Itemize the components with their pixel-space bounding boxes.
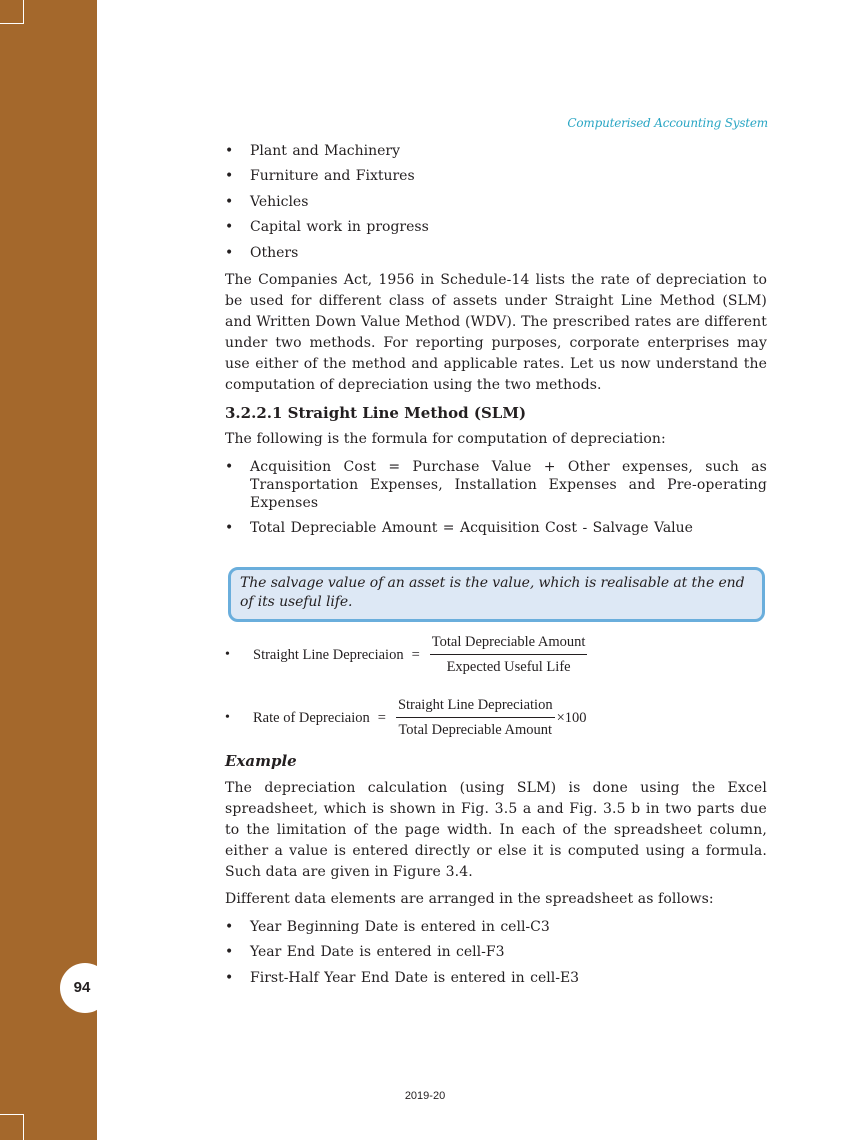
list-item: • Year End Date is entered in cell-F3 (225, 944, 505, 961)
asset-class-list (225, 142, 767, 262)
bullet-icon: • (225, 168, 234, 185)
numerator: Total Depreciable Amount (430, 634, 588, 655)
section-heading: 3.2.2.1 Straight Line Method (SLM) (225, 403, 527, 422)
fraction (396, 697, 555, 739)
crop-mark-bottom (0, 1114, 24, 1141)
denominator: Total Depreciable Amount (398, 722, 553, 738)
numerator: Straight Line Depreciation (396, 697, 555, 718)
example-heading: Example (225, 752, 297, 770)
crop-mark-top (0, 0, 24, 24)
bullet-icon: • (225, 919, 234, 935)
list-item: • Total Depreciable Amount = Acquisition Cost - Salvage Value (225, 519, 693, 536)
example-section (225, 751, 767, 994)
bullet-icon: • (225, 219, 234, 236)
list-item: • Plant and Machinery (225, 143, 401, 159)
bullet-icon: • (225, 969, 234, 986)
bullet-icon: • (225, 244, 234, 261)
bullet-icon: • (225, 458, 234, 475)
intro-paragraph: The Companies Act, 1956 in Schedule-14 lists the rate of depreciation to be used for different class of assets under Straight Line Method (SLM) and Written Down Value Method (WDV). The prescribed rates are different under two methods. For reporting purposes, corporate enterprises may use either of the method and applicable rates. Let us now understand the computation of depreciation using the two methods. (225, 271, 767, 393)
bullet-icon: • (225, 710, 230, 725)
multiplier: ×100 (556, 709, 587, 726)
equals-sign: = (377, 709, 386, 726)
list-item: • Capital work in progress (225, 219, 429, 236)
equals-sign: = (411, 646, 420, 663)
arrangement-intro: Different data elements are arranged in the spreadsheet as follows: (225, 891, 714, 907)
bullet-icon: • (225, 193, 234, 210)
denominator: Expected Useful Life (446, 659, 571, 675)
formula-list (225, 458, 767, 537)
list-item: • Acquisition Cost = Purchase Value + Other expenses, such as Transportation Expenses, Installation Expenses and Pre-operating Expenses (225, 458, 767, 511)
straight-line-formula (225, 634, 589, 676)
list-item: • Furniture and Fixtures (225, 168, 415, 185)
formula-lhs: Rate of Depreciaion (253, 709, 370, 726)
cell-list (225, 918, 767, 987)
fraction (430, 634, 588, 676)
running-head: Computerised Accounting System (567, 116, 768, 130)
list-item: • First-Half Year End Date is entered in cell-E3 (225, 969, 580, 986)
list-item: • Others (225, 244, 299, 261)
bullet-icon: • (225, 143, 234, 159)
bullet-icon: • (225, 519, 234, 536)
page-footer: 2019-20 (404, 1090, 446, 1102)
page-content (225, 142, 767, 544)
list-item: • Year Beginning Date is entered in cell-C3 (225, 919, 550, 935)
formula-lhs: Straight Line Depreciaion (253, 646, 404, 663)
page-number-badge: 94 (60, 963, 110, 1013)
salvage-value-note: The salvage value of an asset is the value, which is realisable at the end of its useful life. (228, 567, 765, 622)
list-item: • Vehicles (225, 193, 309, 210)
rate-formula (225, 697, 587, 739)
bullet-icon: • (225, 944, 234, 961)
example-paragraph: The depreciation calculation (using SLM) is done using the Excel spreadsheet, which is shown in Fig. 3.5 a and Fig. 3.5 b in two parts due to the limitation of the page width. In each of the spreadsheet column, either a value is entered directly or else it is computed using a formula. Such data are given in Figure 3.4. (225, 780, 767, 880)
bullet-icon: • (225, 647, 230, 662)
formula-intro: The following is the formula for computation of depreciation: (225, 430, 666, 447)
